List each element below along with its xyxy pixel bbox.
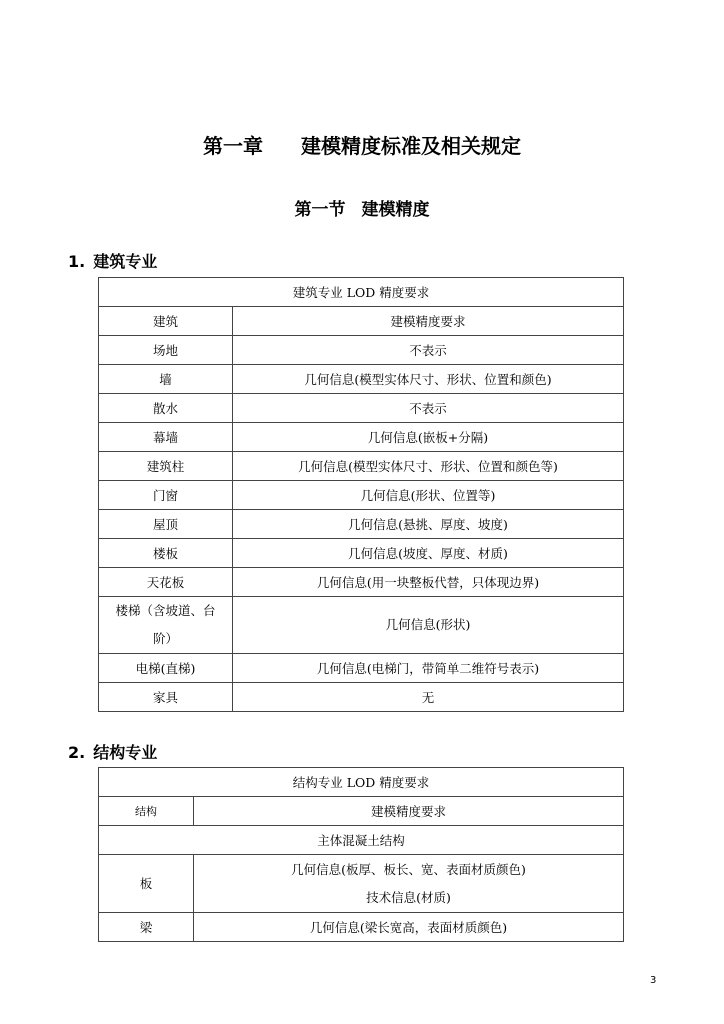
row-requirement: 几何信息(电梯门，带简单二维符号表示) [233,654,624,683]
row-requirement-line-2: 技术信息(材质) [366,889,451,905]
struct-group-label: 主体混凝土结构 [99,826,624,855]
row-item: 楼板 [99,539,233,568]
row-requirement: 几何信息(嵌板+分隔) [233,423,624,452]
chapter-title [0,130,724,159]
chapter-number: 第一章 [203,134,263,158]
table-row [99,539,624,568]
struct-lod-table [98,767,624,942]
section-title [0,195,724,220]
row-item: 幕墙 [99,423,233,452]
table-row [99,481,624,510]
table-row [99,423,624,452]
struct-col-header-req: 建模精度要求 [194,797,624,826]
section-number: 第一节 [294,200,346,220]
arch-lod-table [98,277,624,712]
table-header-row [99,797,624,826]
row-requirement: 几何信息(模型实体尺寸、形状、位置和颜色等) [233,452,624,481]
struct-heading-text: 结构专业 [93,743,158,762]
table-header-row [99,307,624,336]
row-requirement: 无 [233,683,624,712]
row-item: 墙 [99,365,233,394]
struct-col-header-item: 结构 [99,797,194,826]
row-item: 天花板 [99,568,233,597]
table-title-row [99,768,624,797]
table-row [99,855,624,913]
table-row [99,365,624,394]
row-item: 建筑柱 [99,452,233,481]
row-requirement [194,855,624,913]
row-item: 门窗 [99,481,233,510]
table-title-row [99,278,624,307]
row-requirement: 几何信息(梁长宽高，表面材质颜色) [194,913,624,942]
struct-heading [68,740,157,763]
row-item: 家具 [99,683,233,712]
row-item: 板 [99,855,194,913]
arch-col-header-item: 建筑 [99,307,233,336]
row-requirement: 不表示 [233,336,624,365]
arch-heading-text: 建筑专业 [93,252,158,271]
row-item: 梁 [99,913,194,942]
row-item: 电梯(直梯) [99,654,233,683]
struct-heading-number: 2. [68,743,86,762]
arch-heading-number: 1. [68,252,86,271]
section-name: 建模精度 [361,200,430,220]
table-row [99,654,624,683]
row-requirement-line-1: 几何信息(板厚、板长、宽、表面材质颜色) [291,861,526,877]
arch-heading [68,249,157,272]
table-row [99,568,624,597]
arch-table-title: 建筑专业 LOD 精度要求 [99,278,624,307]
row-requirement: 几何信息(悬挑、厚度、坡度) [233,510,624,539]
row-item-line-2: 阶） [152,631,178,646]
row-item: 散水 [99,394,233,423]
row-item: 场地 [99,336,233,365]
row-requirement: 几何信息(坡度、厚度、材质) [233,539,624,568]
table-row [99,452,624,481]
table-group-row [99,826,624,855]
row-item: 屋顶 [99,510,233,539]
row-requirement: 不表示 [233,394,624,423]
row-requirement: 几何信息(形状) [233,597,624,654]
table-row [99,394,624,423]
struct-table-title: 结构专业 LOD 精度要求 [99,768,624,797]
table-row [99,913,624,942]
table-row [99,683,624,712]
row-requirement: 几何信息(模型实体尺寸、形状、位置和颜色) [233,365,624,394]
page-number: 3 [650,975,657,986]
table-row [99,510,624,539]
chapter-name: 建模精度标准及相关规定 [301,134,521,158]
row-requirement: 几何信息(形状、位置等) [233,481,624,510]
table-row [99,336,624,365]
arch-col-header-req: 建模精度要求 [233,307,624,336]
row-item-line-1: 楼梯（含坡道、台 [115,603,216,618]
row-item [99,597,233,654]
row-requirement: 几何信息(用一块整板代替，只体现边界) [233,568,624,597]
table-row [99,597,624,654]
